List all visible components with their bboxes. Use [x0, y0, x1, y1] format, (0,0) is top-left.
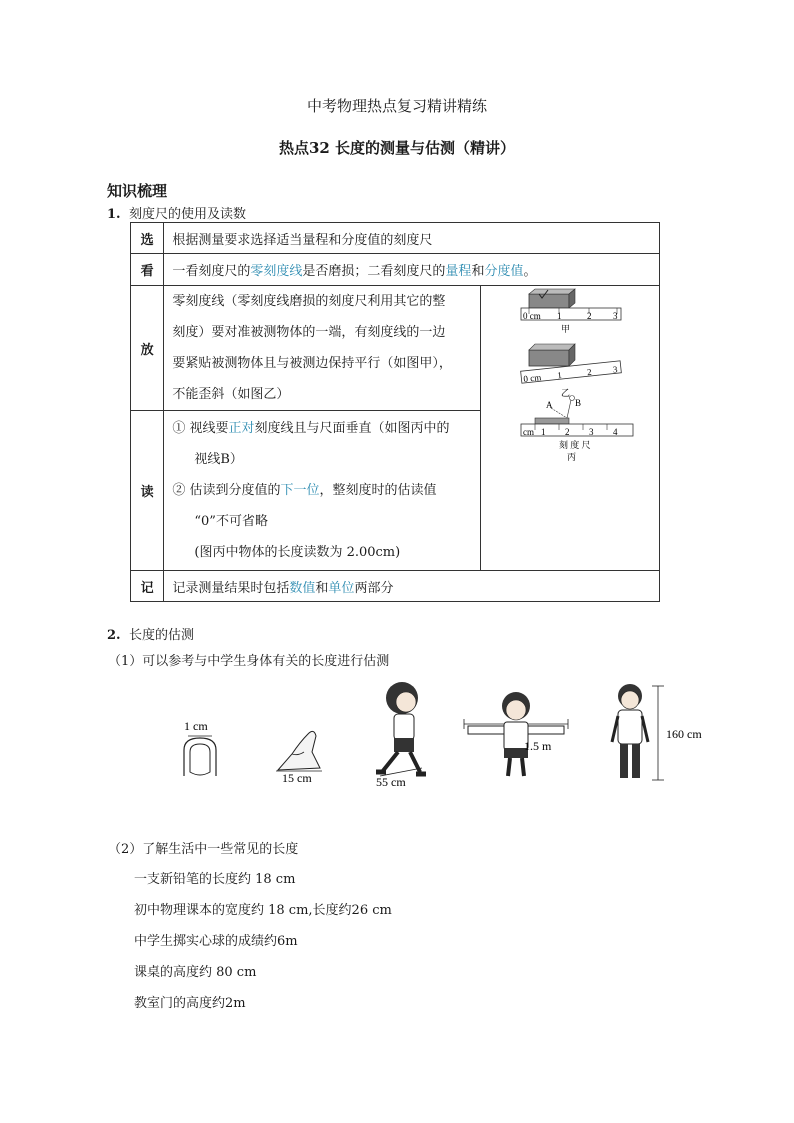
section-number: 2.: [107, 628, 121, 643]
figure-label-yi: 乙: [560, 388, 570, 398]
row-text-place: 零刻度线（零刻度线磨损的刻度尺利用其它的整 刻度）要对准被测物体的一端，有刻度线的一边 要紧贴被测物体且与被测边保持平行（如图甲）， 不能歪斜（如图乙）: [164, 286, 481, 411]
arm-span-label: 1.5 m: [524, 739, 552, 753]
tick-label: 1: [540, 427, 546, 437]
row-key-read: 读: [131, 411, 164, 571]
ruler-figures-cell: [480, 286, 659, 571]
section-heading: 知识梳理: [107, 182, 168, 200]
figure-label-jia: 甲: [560, 324, 570, 334]
list-item: 教室门的高度约2m: [134, 996, 246, 1011]
tick-label: 1: [556, 311, 562, 321]
tick-label: 2: [564, 427, 570, 437]
body-measure-figures: [170, 676, 720, 796]
ruler-caption: 刻 度 尺: [558, 440, 591, 450]
ruler-jia-figure: [521, 289, 621, 334]
highlight-range: 量程: [445, 264, 472, 279]
tick-label: 3: [612, 364, 618, 375]
view-label-a: A: [545, 400, 553, 410]
item-heading: [107, 203, 246, 222]
page-subtitle: 热点32 长度的测量与估测（精讲）: [278, 139, 516, 157]
step-label: 55 cm: [376, 775, 406, 789]
arm-span-figure: [464, 692, 568, 776]
tick-label: 3: [612, 311, 618, 321]
row-text-record: 记录测量结果时包括数值和单位两部分: [164, 571, 660, 602]
highlight-zero-line: 零刻度线: [250, 264, 303, 279]
row-text-select: 根据测量要求选择适当量程和分度值的刻度尺: [164, 223, 660, 254]
nail-label: 1 cm: [184, 719, 208, 733]
item-number: 1.: [107, 207, 121, 222]
tick-label: 1: [556, 370, 563, 381]
row-key-select: 选: [131, 223, 164, 254]
row-key-look: 看: [131, 254, 164, 286]
section-estimate-heading: [107, 624, 194, 643]
highlight-facing: 正对: [228, 421, 255, 436]
list-item: 课桌的高度约 80 cm: [134, 965, 257, 980]
subsection-body-reference: （1）可以参考与中学生身体有关的长度进行估测: [108, 654, 390, 669]
list-item: 初中物理课本的宽度约 18 cm,长度约26 cm: [134, 903, 392, 918]
page-title: 中考物理热点复习精讲精练: [306, 97, 487, 115]
row-text-look: 一看刻度尺的零刻度线是否磨损；二看刻度尺的量程和分度值。: [164, 254, 660, 286]
highlight-unit: 单位: [328, 580, 355, 596]
tick-label: 3: [588, 427, 594, 437]
highlight-division: 分度值: [484, 264, 524, 279]
row-key-place: 放: [131, 286, 164, 411]
knowledge-table: [130, 222, 660, 602]
section-title: 长度的估测: [129, 628, 195, 643]
highlight-value: 数值: [289, 580, 316, 596]
subsection-common-lengths: （2）了解生活中一些常见的长度: [108, 842, 299, 857]
list-item: 一支新铅笔的长度约 18 cm: [134, 872, 296, 887]
row-text-read: ① 视线要正对刻度线且与尺面垂直（如图丙中的 视线B） ② 估读到分度值的下一位，整刻度时的估读值 “0”不可省略 (图丙中物体的长度读数为 2.00cm): [164, 411, 481, 571]
hand-span-figure: [276, 731, 322, 785]
tick-label: 0 cm: [522, 372, 542, 384]
ruler-figures: [481, 286, 657, 476]
row-key-record: 记: [131, 571, 164, 602]
tick-label: 0 cm: [522, 311, 541, 321]
walking-boy-figure: [376, 682, 426, 789]
tick-label: 2: [586, 366, 593, 378]
fingernail-figure: [184, 719, 216, 776]
tick-label: 4: [612, 427, 618, 437]
figure-label-bing: 丙: [566, 452, 576, 462]
tick-label: 2: [586, 311, 592, 321]
span-label: 15 cm: [282, 771, 312, 785]
list-item: 中学生掷实心球的成绩约6m: [134, 934, 298, 949]
item-title: 刻度尺的使用及读数: [129, 207, 247, 222]
ruler-bing-figure: [521, 396, 633, 463]
ruler-yi-figure: [521, 344, 622, 398]
tick-label: cm: [522, 427, 534, 437]
highlight-next-digit: 下一位: [280, 483, 320, 498]
standing-boy-figure: [612, 684, 702, 780]
height-label: 160 cm: [666, 727, 702, 741]
view-label-b: B: [574, 398, 581, 408]
